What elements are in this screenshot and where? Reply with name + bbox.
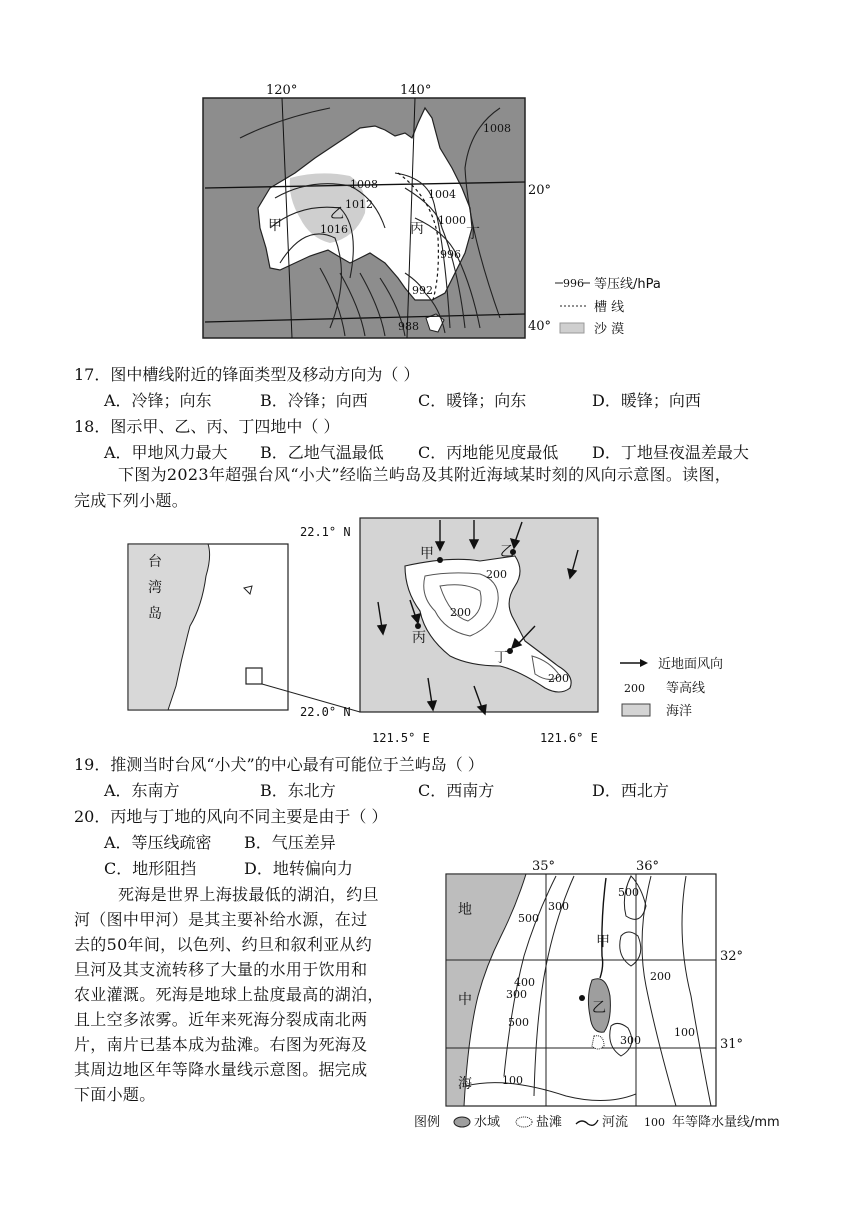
svg-text:200: 200 — [624, 682, 645, 695]
passage-line: 且上空多浓雾。近年来死海分裂成南北两 — [74, 1010, 368, 1029]
q17-option-d[interactable]: D．暖锋；向西 — [592, 391, 701, 410]
contour-label: 200 — [486, 568, 507, 581]
australia-isobar-map — [200, 78, 661, 348]
contour-label: 200 — [548, 672, 569, 685]
passage-line: 片，南片已基本成为盐滩。右图为死海及 — [74, 1035, 368, 1054]
svg-text:等高线: 等高线 — [666, 681, 706, 696]
passage-line: 农业灌溉。死海是地球上盐度最高的湖泊， — [74, 985, 384, 1004]
q20-option-c[interactable]: C．地形阻挡 — [104, 859, 197, 878]
q20-option-d[interactable]: D．地转偏向力 — [244, 859, 353, 878]
place-bing: 丙 — [412, 630, 426, 646]
lat-label-32: 32° — [720, 949, 744, 964]
q19-option-d[interactable]: D．西北方 — [592, 781, 669, 800]
isobar-label: 1016 — [320, 223, 348, 236]
passage-line: 河（图中甲河）是其主要补给水源，在过 — [74, 910, 368, 929]
lon-label-36: 36° — [636, 859, 660, 874]
intro-typhoon-line2: 完成下列小题。 — [74, 491, 189, 510]
lat-bottom: 22.0° N — [300, 705, 351, 719]
isohyet-label: 500 — [618, 886, 639, 899]
isohyet-label: 200 — [650, 970, 671, 983]
isobar-label: 1008 — [350, 178, 378, 191]
lon-label-35: 35° — [532, 859, 556, 874]
isobar-label: 988 — [398, 320, 419, 333]
isohyet-label: 400 — [514, 976, 535, 989]
isohyet-label: 500 — [508, 1016, 529, 1029]
contour-label: 200 — [450, 606, 471, 619]
question-17-stem: 17．图中槽线附近的锋面类型及移动方向为（ ） — [74, 365, 420, 384]
svg-text:图例: 图例 — [414, 1115, 441, 1130]
map2-legend — [620, 656, 723, 719]
svg-text:水域: 水域 — [474, 1115, 501, 1130]
isohyet-label: 500 — [518, 912, 539, 925]
place-yi: 乙 — [592, 1000, 606, 1016]
passage-line: 其周边地区年等降水量线示意图。据完成 — [74, 1060, 368, 1079]
isohyet-label: 100 — [502, 1074, 523, 1087]
q20-option-a[interactable]: A．等压线疏密 — [104, 833, 212, 852]
q17-option-b[interactable]: B．冷锋；向西 — [260, 391, 368, 410]
svg-text:盐滩: 盐滩 — [536, 1115, 563, 1130]
sea-label: 中 — [458, 992, 472, 1008]
taiwan-label: 湾 — [148, 580, 162, 596]
lat-label-40: 40° — [528, 319, 552, 334]
sea-label: 海 — [458, 1076, 472, 1092]
q18-option-a[interactable]: A．甲地风力最大 — [104, 443, 228, 462]
q17-option-c[interactable]: C．暖锋；向东 — [418, 391, 527, 410]
taiwan-label: 台 — [148, 554, 162, 570]
place-yi: 乙 — [500, 544, 514, 560]
q20-option-b[interactable]: B．气压差异 — [244, 833, 336, 852]
isobar-label: 992 — [412, 284, 433, 297]
svg-text:年等降水量线/mm: 年等降水量线/mm — [672, 1115, 780, 1130]
lon-label-120: 120° — [266, 83, 298, 98]
question-18-stem: 18．图示甲、乙、丙、丁四地中（ ） — [74, 417, 340, 436]
salt-flat — [592, 1036, 604, 1049]
lon-label-140: 140° — [400, 83, 432, 98]
passage-line: 死海是世界上海拔最低的湖泊，约旦 — [118, 885, 379, 904]
svg-text:河流: 河流 — [602, 1115, 629, 1130]
passage-line: 旦河及其支流转移了大量的水用于饮用和 — [74, 960, 368, 979]
q18-option-c[interactable]: C．丙地能见度最低 — [418, 443, 559, 462]
place-yi: 乙 — [330, 206, 344, 222]
isohyet-label: 300 — [620, 1034, 641, 1047]
intro-deadsea-passage — [74, 882, 394, 1107]
isobar-label: 1004 — [428, 188, 456, 201]
lon-right: 121.6° E — [540, 731, 598, 745]
intro-typhoon-line1: 下图为2023年超强台风“小犬”经临兰屿岛及其附近海域某时刻的风向示意图。读图， — [118, 465, 732, 484]
passage-line: 去的50年间，以色列、约旦和叙利亚从约 — [74, 935, 373, 954]
lat-label-20: 20° — [528, 183, 552, 198]
map1-legend — [555, 276, 661, 337]
taiwan-label: 岛 — [148, 606, 162, 622]
q18-option-d[interactable]: D．丁地昼夜温差最大 — [592, 443, 749, 462]
lat-label-31: 31° — [720, 1037, 744, 1052]
isohyet-label: 300 — [506, 988, 527, 1001]
svg-text:100: 100 — [644, 1116, 665, 1129]
sea-label: 地 — [458, 902, 472, 918]
lanyu-wind-map — [120, 516, 770, 750]
svg-text:996: 996 — [563, 277, 584, 290]
question-19-stem: 19．推测当时台风“小犬”的中心最有可能位于兰屿岛（ ） — [74, 755, 484, 774]
place-bing: 丙 — [410, 221, 424, 237]
place-ding: 丁 — [494, 650, 508, 666]
svg-text:近地面风向: 近地面风向 — [658, 657, 724, 672]
lat-top: 22.1° N — [300, 525, 351, 539]
passage-line: 下面小题。 — [74, 1085, 156, 1104]
isobar-label: 1012 — [345, 198, 373, 211]
place-jia: 甲 — [420, 546, 434, 562]
isobar-label: 996 — [440, 248, 461, 261]
svg-text:沙 漠: 沙 漠 — [594, 322, 625, 337]
q19-option-c[interactable]: C．西南方 — [418, 781, 495, 800]
svg-text:等压线/hPa: 等压线/hPa — [594, 277, 661, 292]
q17-option-a[interactable]: A．冷锋；向东 — [104, 391, 212, 410]
q19-option-b[interactable]: B．东北方 — [260, 781, 336, 800]
lon-left: 121.5° E — [372, 731, 430, 745]
svg-text:海洋: 海洋 — [666, 704, 693, 719]
isobar-label: 1000 — [438, 214, 466, 227]
isohyet-label: 300 — [548, 900, 569, 913]
place-ding: 丁 — [466, 226, 480, 242]
place-jia: 甲 — [268, 218, 282, 234]
map3-legend — [414, 1114, 780, 1130]
isohyet-label: 100 — [674, 1026, 695, 1039]
svg-text:槽 线: 槽 线 — [594, 300, 625, 315]
deadsea-precip-map — [406, 856, 786, 1136]
q18-option-b[interactable]: B．乙地气温最低 — [260, 443, 384, 462]
place-jia: 甲 — [596, 934, 610, 950]
q19-option-a[interactable]: A．东南方 — [104, 781, 180, 800]
question-20-stem: 20．丙地与丁地的风向不同主要是由于（ ） — [74, 807, 388, 826]
isobar-label: 1008 — [483, 122, 511, 135]
